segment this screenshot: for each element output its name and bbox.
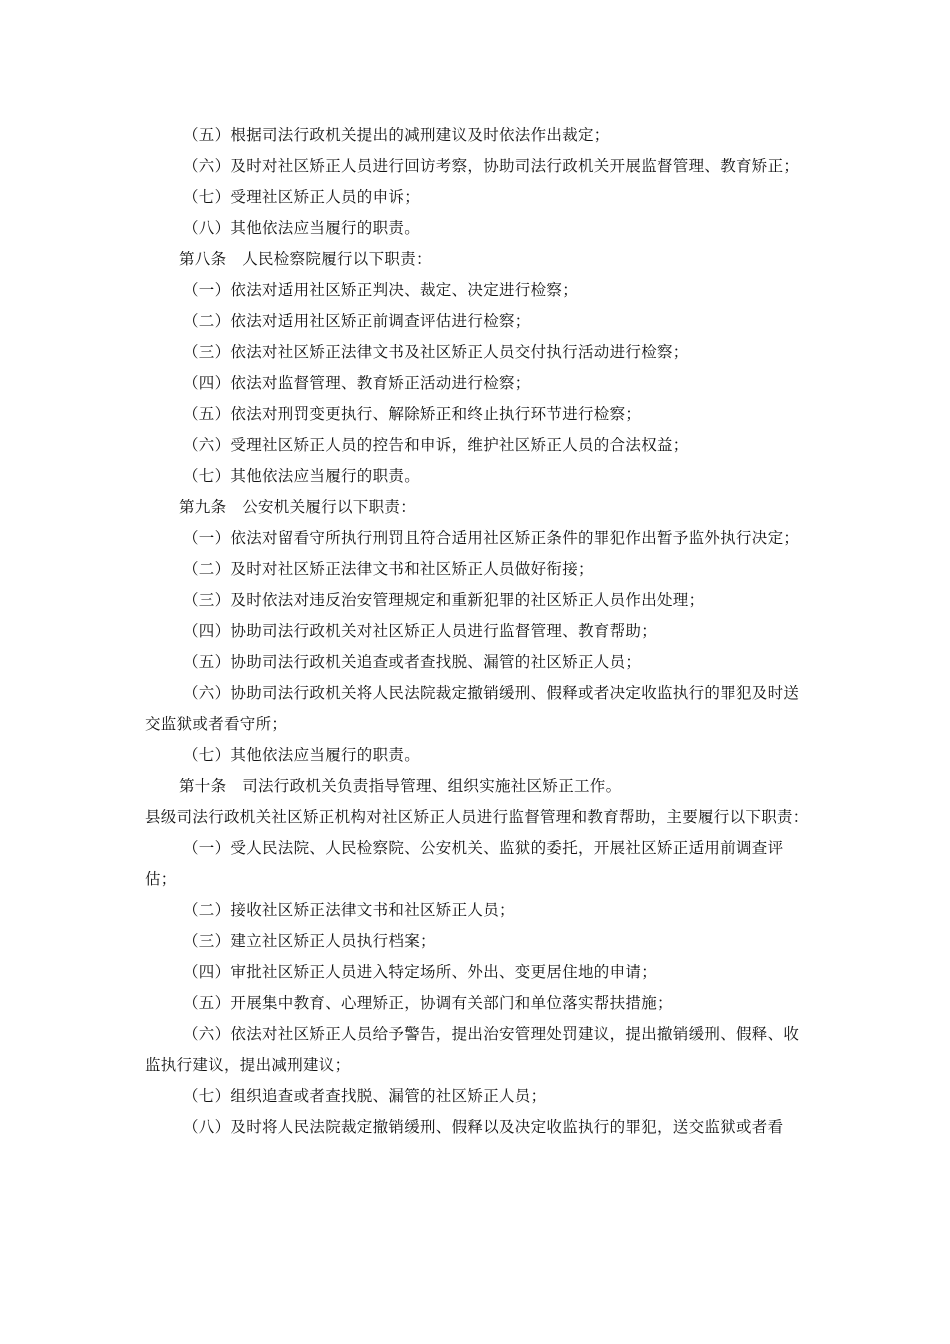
paragraph: （一）依法对适用社区矫正判决、裁定、决定进行检察； [183, 281, 579, 299]
paragraph: （八）其他依法应当履行的职责。 [183, 219, 421, 237]
paragraph: （六）依法对社区矫正人员给予警告，提出治安管理处罚建议，提出撤销缓刑、假释、收监执行建议，提出减刑建议； [145, 1025, 800, 1074]
paragraph: （七）其他依法应当履行的职责。 [183, 467, 421, 485]
paragraph: （六）协助司法行政机关将人民法院裁定撤销缓刑、假释或者决定收监执行的罪犯及时送交监狱或者看守所； [145, 684, 800, 733]
paragraph: （五）开展集中教育、心理矫正，协调有关部门和单位落实帮扶措施； [183, 994, 673, 1012]
paragraph: （二）接收社区矫正法律文书和社区矫正人员； [183, 901, 515, 919]
article-heading: 第十条 司法行政机关负责指导管理、组织实施社区矫正工作。 [179, 777, 622, 795]
paragraph: （二）依法对适用社区矫正前调查评估进行检察； [183, 312, 531, 330]
paragraph: （八）及时将人民法院裁定撤销缓刑、假释以及决定收监执行的罪犯，送交监狱或者看 [183, 1118, 784, 1136]
paragraph: （三）建立社区矫正人员执行档案； [183, 932, 436, 950]
paragraph: （四）审批社区矫正人员进入特定场所、外出、变更居住地的申请； [183, 963, 658, 981]
paragraph: （五）协助司法行政机关追查或者查找脱、漏管的社区矫正人员； [183, 653, 642, 671]
document-body [145, 120, 813, 1143]
paragraph: （七）其他依法应当履行的职责。 [183, 746, 421, 764]
paragraph: （一）依法对留看守所执行刑罚且符合适用社区矫正条件的罪犯作出暂予监外执行决定； [183, 529, 800, 547]
paragraph: （三）依法对社区矫正法律文书及社区矫正人员交付执行活动进行检察； [183, 343, 689, 361]
article-heading: 第八条 人民检察院履行以下职责： [179, 250, 432, 268]
paragraph: （七）组织追查或者查找脱、漏管的社区矫正人员； [183, 1087, 547, 1105]
paragraph: （四）协助司法行政机关对社区矫正人员进行监督管理、教育帮助； [183, 622, 658, 640]
paragraph: （六）及时对社区矫正人员进行回访考察，协助司法行政机关开展监督管理、教育矫正； [183, 157, 800, 175]
paragraph: （三）及时依法对违反治安管理规定和重新犯罪的社区矫正人员作出处理； [183, 591, 705, 609]
paragraph: （七）受理社区矫正人员的申诉； [183, 188, 421, 206]
paragraph: （五）依法对刑罚变更执行、解除矫正和终止执行环节进行检察； [183, 405, 642, 423]
paragraph: （四）依法对监督管理、教育矫正活动进行检察； [183, 374, 531, 392]
paragraph: （一）受人民法院、人民检察院、公安机关、监狱的委托，开展社区矫正适用前调查评估； [145, 839, 784, 888]
paragraph: （五）根据司法行政机关提出的减刑建议及时依法作出裁定； [183, 126, 610, 144]
paragraph: （六）受理社区矫正人员的控告和申诉，维护社区矫正人员的合法权益； [183, 436, 689, 454]
paragraph: （二）及时对社区矫正法律文书和社区矫正人员做好衔接； [183, 560, 594, 578]
paragraph: 县级司法行政机关社区矫正机构对社区矫正人员进行监督管理和教育帮助，主要履行以下职责： [145, 808, 809, 826]
article-heading: 第九条 公安机关履行以下职责： [179, 498, 417, 516]
